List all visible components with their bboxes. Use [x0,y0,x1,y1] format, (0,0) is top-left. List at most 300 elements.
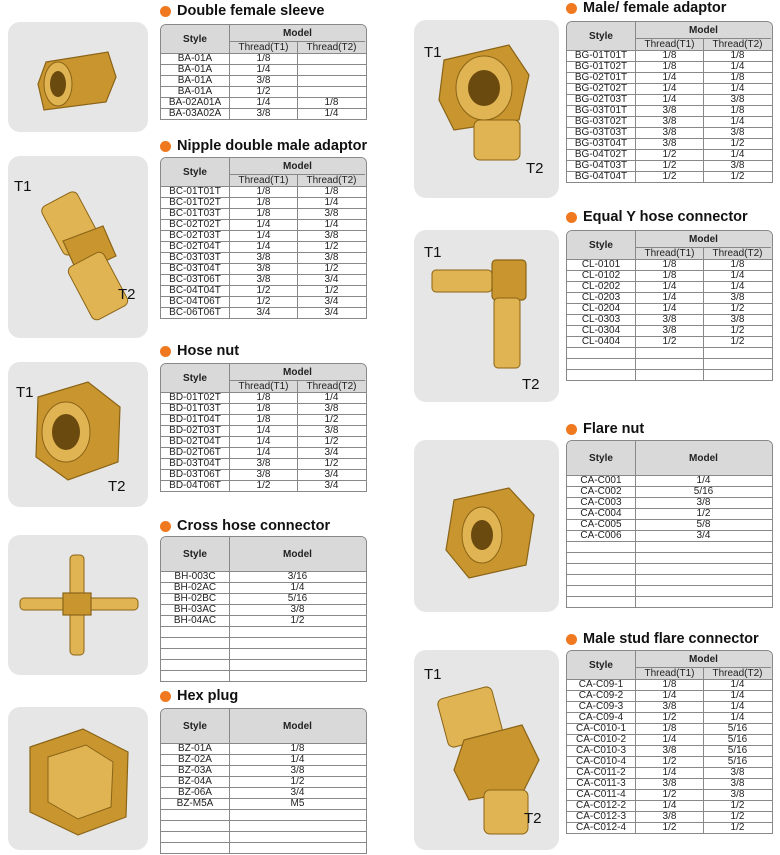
thread-t2-cell: 1/4 [703,702,771,712]
style-cell: BG-01T01T [574,51,628,61]
style-cell: BD-02T03T [169,426,221,436]
table-row [567,690,772,701]
style-cell: BD-02T04T [169,437,221,447]
thread-subheaders [636,247,771,259]
section-title [566,0,726,16]
style-cell: CA-C011-3 [576,779,626,789]
style-cell: BD-04T06T [169,481,221,491]
style-cell: CA-C012-4 [575,823,627,833]
table-row [567,519,772,530]
thread-t2-cell: 1/2 [297,437,365,447]
table-row [161,615,366,626]
thread-t2-header: Thread(T2) [297,41,365,53]
thread-t2-cell: 5/16 [703,724,771,734]
section-title-text: Hex plug [177,688,239,704]
thread-t2-cell: 1/4 [297,198,365,208]
table-row [567,475,772,486]
table-row [567,789,772,800]
model-header: Model [283,366,312,378]
thread-t2-cell: 3/8 [297,404,365,414]
thread-t2-cell: 3/8 [703,790,771,800]
model-header-group [229,158,365,186]
table-row [161,765,366,776]
thread-t2-cell: 5/16 [703,757,771,767]
thread-t2-cell: 1/4 [297,109,365,119]
empty-row [567,552,772,563]
style-cell: BH-03AC [173,605,217,615]
thread-t1-cell: 1/2 [635,172,703,182]
table-header [161,364,366,392]
thread-t2-cell: 1/2 [297,286,365,296]
table-row [161,64,366,75]
table-row [161,75,366,86]
thread-t2-cell: 3/8 [703,293,771,303]
thread-t1-header: Thread(T1) [636,667,703,679]
table-row [567,530,772,541]
table-row [161,208,366,219]
table-row [161,230,366,241]
table-header [567,22,772,50]
model-header: Model [283,548,312,560]
thread-t2-cell: 1/4 [703,691,771,701]
thread-t2-cell: 5/16 [703,746,771,756]
thread-t1-cell: 1/8 [229,198,297,208]
style-header: Style [589,659,613,671]
style-cell: BC-02T04T [169,242,221,252]
thread-t1-cell: 1/8 [635,260,703,270]
table-row [161,469,366,480]
style-cell: BG-02T03T [574,95,628,105]
thread-t2-header: Thread(T2) [297,380,365,392]
table-row [567,778,772,789]
thread-t2-cell: 5/16 [703,735,771,745]
table-row [567,679,772,690]
thread-t2-cell: 1/8 [703,73,771,83]
section-title [160,3,325,19]
style-cell: CA-C010-4 [575,757,627,767]
thread-t2-cell: 1/4 [703,62,771,72]
thread-t1-cell: 1/4 [229,437,297,447]
thread-t2-cell: 1/2 [703,326,771,336]
model-cell: 3/8 [229,766,365,776]
thread-t2-header: Thread(T2) [703,247,771,259]
thread-t1-cell: 1/4 [635,293,703,303]
style-cell: CA-C011-2 [576,768,626,778]
table-header [567,651,772,679]
style-cell: BG-02T01T [574,73,628,83]
orange-dot-icon [566,212,577,223]
thread-t1-cell: 1/2 [635,337,703,347]
table-row [567,270,772,281]
thread-t2-cell [297,76,365,86]
style-cell: CA-C005 [580,520,622,530]
section-title-text: Flare nut [583,421,645,437]
style-cell: BG-02T02T [574,84,628,94]
model-header-group [229,709,365,743]
style-cell: BA-01A [177,76,213,86]
table-row [161,97,366,108]
product-photo [414,440,559,612]
thread-t1-cell: 1/8 [635,51,703,61]
thread-t2-cell: 1/8 [297,98,365,108]
table-row [567,171,772,182]
style-cell: CA-C002 [580,487,622,497]
table-row [161,263,366,274]
empty-row [161,831,366,842]
thread-t1-cell: 1/4 [635,95,703,105]
style-cell: BZ-02A [178,755,212,765]
thread-t2-cell: 3/8 [297,231,365,241]
section-title-text: Equal Y hose connector [583,209,748,225]
table-row [161,787,366,798]
style-cell: BG-04T03T [574,161,628,171]
style-cell: BH-003C [174,572,216,582]
orange-dot-icon [160,691,171,702]
empty-row [567,563,772,574]
thread-t2-cell: 1/4 [703,713,771,723]
thread-t1-cell: 3/4 [229,308,297,318]
model-cell: 1/4 [635,476,771,486]
spec-table [160,708,367,854]
product-photo [8,22,148,132]
spec-table [160,363,367,492]
style-cell: BD-01T02T [169,393,221,403]
thread-t1-cell: 1/8 [229,187,297,197]
table-header [161,709,366,743]
thread-t1-cell: 1/4 [635,304,703,314]
model-header-group [635,22,771,50]
table-row [161,296,366,307]
section-title [160,343,239,359]
style-cell: BH-04AC [173,616,217,626]
thread-t1-cell: 1/4 [229,242,297,252]
table-row [567,138,772,149]
style-cell: BG-01T02T [574,62,628,72]
thread-t2-cell: 1/4 [297,220,365,230]
thread-t1-cell: 1/8 [635,680,703,690]
table-row [567,72,772,83]
section-title-text: Nipple double male adaptor [177,138,368,154]
thread-t1-cell: 3/8 [229,459,297,469]
thread-t2-cell: 3/8 [703,315,771,325]
thread-t1-cell: 3/8 [635,139,703,149]
style-cell: BZ-03A [178,766,212,776]
style-cell: CA-C010-3 [575,746,627,756]
model-cell: 1/2 [229,777,365,787]
table-row [567,116,772,127]
table-row [567,756,772,767]
table-row [161,436,366,447]
style-cell: BG-03T01T [574,106,628,116]
thread-t2-cell: 3/8 [297,253,365,263]
style-header: Style [183,548,207,560]
table-row [567,745,772,756]
thread-t1-label: T1 [424,44,442,61]
empty-row [567,358,772,369]
style-cell: CA-C006 [580,531,622,541]
style-cell: BC-01T02T [169,198,221,208]
thread-t1-cell: 1/4 [635,282,703,292]
section-title-text: Hose nut [177,343,240,359]
style-cell: BD-02T06T [169,448,221,458]
table-row [161,108,366,119]
thread-t1-cell: 1/2 [635,161,703,171]
thread-t2-header: Thread(T2) [703,38,771,50]
section-title [566,421,644,437]
thread-t2-cell: 3/8 [703,128,771,138]
spec-table [160,24,367,120]
table-row [161,447,366,458]
style-header: Style [183,372,207,384]
thread-t1-cell: 3/8 [635,106,703,116]
style-cell: BC-03T06T [169,275,221,285]
table-row [161,571,366,582]
table-row [161,593,366,604]
thread-subheaders [636,38,771,50]
table-row [161,776,366,787]
thread-t2-cell: 1/8 [703,51,771,61]
style-cell: CA-C09-1 [578,680,624,690]
style-cell: BD-01T03T [169,404,221,414]
style-cell: CA-C001 [580,476,622,486]
style-cell: BZ-04A [178,777,212,787]
style-cell: CL-0303 [581,315,621,325]
table-row [567,160,772,171]
thread-t2-header: Thread(T2) [297,174,365,186]
table-row [567,701,772,712]
table-row [567,50,772,61]
table-row [161,754,366,765]
section-title-text: Male/ female adaptor [583,0,727,16]
model-cell: 1/4 [229,583,365,593]
style-cell: BA-02A01A [168,98,222,108]
style-cell: BC-03T03T [169,253,221,263]
table-row [567,127,772,138]
table-row [161,274,366,285]
thread-t1-cell: 1/4 [635,73,703,83]
style-cell: CA-C010-1 [575,724,627,734]
spec-table [566,230,773,381]
style-cell: CL-0304 [581,326,621,336]
thread-t1-cell: 3/8 [635,315,703,325]
model-cell: M5 [229,799,365,809]
thread-t1-cell: 1/4 [635,801,703,811]
empty-row [161,659,366,670]
table-header [161,25,366,53]
thread-t2-cell: 3/8 [703,95,771,105]
table-row [161,403,366,414]
thread-subheaders [230,41,365,53]
empty-row [567,585,772,596]
style-cell: BC-04T04T [169,286,221,296]
section-title [566,209,748,225]
table-header [161,537,366,571]
style-cell: CA-C004 [580,509,622,519]
thread-t2-label: T2 [524,810,542,827]
style-header: Style [183,33,207,45]
thread-t2-cell: 1/2 [297,459,365,469]
empty-row [161,670,366,681]
thread-t2-cell: 3/8 [703,779,771,789]
thread-t1-cell: 1/2 [635,713,703,723]
thread-t2-cell: 1/4 [703,117,771,127]
thread-t1-cell: 1/4 [229,231,297,241]
model-header-group [635,651,771,679]
table-row [567,712,772,723]
thread-t1-label: T1 [424,244,442,261]
section-title [160,518,330,534]
thread-t2-cell: 3/4 [297,297,365,307]
thread-t1-cell: 1/4 [229,426,297,436]
thread-t2-cell: 1/2 [297,264,365,274]
table-header [567,231,772,259]
thread-t1-cell: 3/8 [229,109,297,119]
empty-row [567,541,772,552]
thread-t1-cell: 1/2 [229,481,297,491]
style-cell: CA-C012-3 [575,812,627,822]
thread-t1-cell: 3/8 [229,253,297,263]
style-cell: BG-04T02T [574,150,628,160]
model-header: Model [283,27,312,39]
table-row [161,219,366,230]
orange-dot-icon [566,634,577,645]
model-header-group [635,441,771,475]
orange-dot-icon [160,346,171,357]
thread-t2-cell: 1/4 [703,150,771,160]
table-row [567,497,772,508]
thread-t1-cell: 1/8 [229,54,297,64]
thread-t2-cell: 3/4 [297,308,365,318]
empty-row [161,648,366,659]
table-row [567,723,772,734]
table-row [567,486,772,497]
table-row [161,798,366,809]
section-title-text: Double female sleeve [177,3,325,19]
style-cell: BA-01A [177,54,213,64]
table-row [567,336,772,347]
thread-t2-cell [297,65,365,75]
style-cell: BC-06T06T [169,308,221,318]
table-row [161,252,366,263]
table-row [161,285,366,296]
style-cell: CA-C09-3 [578,702,624,712]
style-cell: CL-0102 [581,271,621,281]
style-cell: BC-01T03T [169,209,221,219]
table-row [161,186,366,197]
spec-table [566,21,773,183]
table-row [567,822,772,833]
table-row [567,149,772,160]
style-cell: BH-02AC [173,583,217,593]
thread-t1-cell: 1/4 [229,220,297,230]
model-cell: 3/8 [635,498,771,508]
style-cell: BG-03T02T [574,117,628,127]
model-header: Model [689,24,718,36]
thread-t1-cell: 1/2 [229,297,297,307]
style-header: Style [183,720,207,732]
style-cell: BZ-M5A [176,799,214,809]
table-row [567,94,772,105]
thread-t1-cell: 3/8 [229,264,297,274]
style-cell: BG-03T03T [574,128,628,138]
style-header: Style [589,30,613,42]
style-cell: BZ-01A [178,744,212,754]
thread-t2-header: Thread(T2) [703,667,771,679]
thread-t1-cell: 1/8 [229,209,297,219]
thread-t2-cell: 3/4 [297,275,365,285]
table-row [567,61,772,72]
orange-dot-icon [566,424,577,435]
style-header: Style [589,239,613,251]
style-cell: BA-03A02A [168,109,222,119]
model-header: Model [283,160,312,172]
table-row [161,480,366,491]
thread-t1-cell: 3/8 [635,746,703,756]
thread-t1-cell: 1/4 [229,448,297,458]
thread-t2-cell: 3/8 [297,209,365,219]
thread-t2-cell: 3/4 [297,448,365,458]
style-cell: BC-01T01T [169,187,221,197]
thread-t1-label: T1 [14,178,32,195]
thread-t1-label: T1 [16,384,34,401]
thread-t2-cell: 3/4 [297,470,365,480]
style-cell: CA-C09-2 [578,691,624,701]
thread-t1-cell: 1/2 [635,757,703,767]
style-cell: CL-0203 [581,293,621,303]
thread-t1-cell: 1/8 [229,404,297,414]
style-cell: BA-01A [177,65,213,75]
thread-t1-cell: 3/8 [635,326,703,336]
thread-t1-header: Thread(T1) [230,380,297,392]
orange-dot-icon [160,521,171,532]
thread-subheaders [636,667,771,679]
thread-t1-cell: 1/2 [635,150,703,160]
thread-t2-cell: 1/2 [703,304,771,314]
model-cell: 3/8 [229,605,365,615]
product-photo [8,707,148,850]
orange-dot-icon [160,141,171,152]
thread-t2-cell: 3/8 [703,768,771,778]
thread-t1-header: Thread(T1) [636,38,703,50]
table-row [567,811,772,822]
table-row [161,414,366,425]
thread-t1-cell: 1/4 [635,735,703,745]
empty-row [567,574,772,585]
section-title [160,688,238,704]
thread-t2-cell: 1/4 [703,84,771,94]
table-row [161,458,366,469]
model-header: Model [689,233,718,245]
style-cell: BH-02BC [173,594,217,604]
thread-subheaders [230,174,365,186]
thread-t2-cell: 1/8 [297,187,365,197]
thread-t1-cell: 1/8 [635,62,703,72]
table-row [161,307,366,318]
model-cell: 5/16 [229,594,365,604]
model-cell: 5/8 [635,520,771,530]
model-header: Model [283,720,312,732]
empty-row [161,626,366,637]
table-row [161,582,366,593]
style-cell: BC-02T03T [169,231,221,241]
model-cell: 5/16 [635,487,771,497]
style-cell: BC-03T04T [169,264,221,274]
empty-row [161,809,366,820]
model-header-group [229,25,365,53]
style-cell: BD-03T06T [169,470,221,480]
spec-table [160,536,367,682]
thread-t1-cell: 1/4 [635,691,703,701]
